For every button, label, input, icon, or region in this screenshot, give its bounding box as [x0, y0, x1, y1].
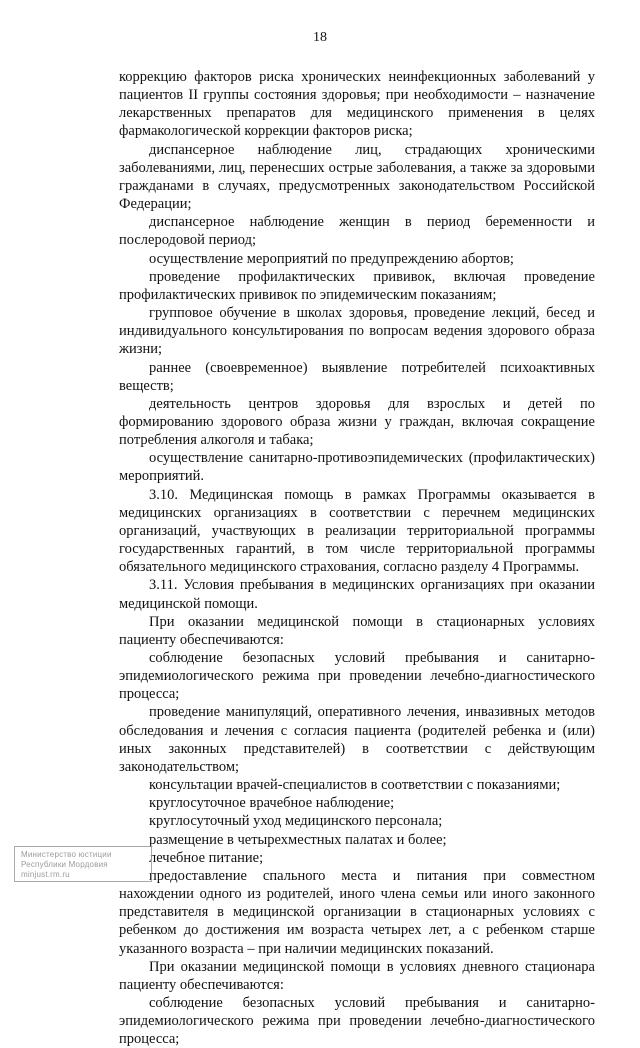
paragraph: деятельность центров здоровья для взрослых и детей по формированию здорового образа жизни у граждан, включая сокращение потребления алкоголя и табака;: [119, 395, 595, 449]
paragraph: При оказании медицинской помощи в условиях дневного стационара пациенту обеспечиваются:: [119, 958, 595, 993]
paragraph: проведение манипуляций, оперативного лечения, инвазивных методов обследования и лечения с согласия пациента (родителей ребенка и (или) иных законных представителей) в соответствии с действующим законодательством;: [119, 704, 595, 775]
paragraph: 3.10. Медицинская помощь в рамках Программы оказывается в медицинских организациях в соответствии с перечнем медицинских организаций, участвующих в реализации территориальной программы государственных гарантий, в том числе территориальной программы обязательного медицинского страхования, согласно разделу 4 Программы.: [119, 486, 595, 576]
paragraph: предоставление спального места и питания при совместном нахождении одного из родителей, иного члена семьи или иного законного представителя в медицинской организации в стационарных условиях с ребенком до достижения им возраста четырех лет, а с ребенком старше указанного возраста – при наличии медицинских показаний.: [119, 867, 595, 957]
paragraph: осуществление мероприятий по предупреждению абортов;: [149, 250, 514, 267]
paragraph: 3.11. Условия пребывания в медицинских организациях при оказании медицинской помощи.: [119, 577, 595, 612]
paragraph: осуществление санитарно-противоэпидемических (профилактических) мероприятий.: [119, 450, 595, 485]
paragraph: диспансерное наблюдение лиц, страдающих хроническими заболеваниями, лиц, перенесших острые заболевания, а также за здоровыми гражданами в случаях, предусмотренных законодательством Российской Федерации;: [119, 141, 595, 213]
paragraph: соблюдение безопасных условий пребывания и санитарно-эпидемиологического режима при проведении лечебно-диагностического процесса;: [119, 650, 595, 703]
paragraph: раннее (своевременное) выявление потребителей психоактивных веществ;: [119, 359, 595, 394]
paragraph: групповое обучение в школах здоровья, проведение лекций, бесед и индивидуального консультирования по вопросам ведения здорового образа жизни;: [119, 305, 595, 358]
document-body: [119, 68, 595, 1048]
paragraph: коррекцию факторов риска хронических неинфекционных заболеваний у пациентов II группы состояния здоровья; при необходимости – назначение лекарственных препаратов для медицинского применения в целях фармакологической коррекции факторов риска;: [119, 69, 595, 140]
registration-stamp: [14, 846, 152, 882]
page-number: 18: [313, 30, 327, 45]
paragraph: лечебное питание;: [149, 849, 264, 866]
stamp-line: Министерство юстиции: [21, 850, 112, 859]
paragraph: проведение профилактических прививок, включая проведение профилактических прививок по эпидемическим показаниям;: [119, 268, 595, 303]
paragraph: диспансерное наблюдение женщин в период беременности и послеродовой период;: [119, 214, 595, 249]
paragraph: размещение в четырехместных палатах и более;: [149, 831, 447, 848]
paragraph: круглосуточный уход медицинского персонала;: [149, 813, 443, 830]
stamp-line: Республики Мордовия: [21, 860, 108, 869]
paragraph: соблюдение безопасных условий пребывания и санитарно-эпидемиологического режима при проведении лечебно-диагностического процесса;: [119, 994, 595, 1048]
paragraph: круглосуточное врачебное наблюдение;: [149, 795, 395, 812]
stamp-line: minjust.rm.ru: [21, 870, 70, 879]
paragraph: консультации врачей-специалистов в соответствии с показаниями;: [149, 777, 561, 794]
paragraph: При оказании медицинской помощи в стационарных условиях пациенту обеспечиваются:: [119, 613, 595, 648]
